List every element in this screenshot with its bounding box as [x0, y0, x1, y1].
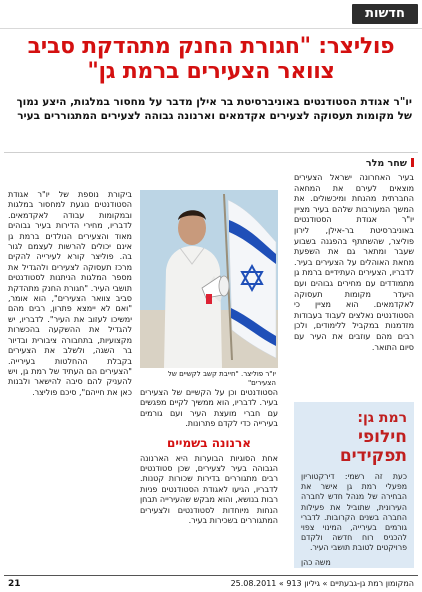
- sidebar-box: [294, 402, 414, 568]
- section-tag: חדשות: [352, 4, 418, 24]
- subheading-tax: ארנונה בשמיים: [167, 435, 251, 450]
- top-bar: [0, 0, 422, 29]
- sidebar-title: רמת גן:: [357, 410, 407, 426]
- photo-illustration: [140, 190, 278, 368]
- right-column-text: בעיר האחרונה ישראל הצעירים מוצאים לעירם את המחאה החברתית מהנחת ומיכשולים. את המשך המעורבות שלהם בעיר מציין יו"ר אגודת הסטודנטים באוניברסיטת בר-אילן, לירון פוליצר, שהשתתף בהפגנה בשבוע שעבר ומתאר גם את השפעת מחאת האוהלים על הצעירים בעיר. לדבריו, הצעירים העתידיים ברמת גן מתמודדים עם מחירים גבוהים ועם היעדר מקומות תעסוקה לאקדמאים. הוא מציין כי הסטודנטים נאלצים לעבוד בעבודות מזדמנות במקביל ללימודים, ולכן רבים מהם עוזבים את העיר עם סיום התואר.: [294, 173, 414, 352]
- sidebar-signature: משה כהן: [301, 557, 331, 567]
- left-column: [8, 190, 132, 568]
- divider: [4, 152, 418, 153]
- byline: [294, 158, 414, 169]
- sidebar-subtitle: חילופי תפקידים: [339, 427, 407, 466]
- subheadline: יו"ר אגודת הסטודנטים באוניברסיטת בר אילן מדבר על מחסור במלגות, היצע נמוך של מקומות תעסוקה לצעירים אקדמאים וארנונה גבוהה לצעירים המתגוררים בעיר: [16, 96, 412, 122]
- photo-caption: יו"ר פוליצר. "חייבת קשב לקשיים של הצעירים": [140, 368, 278, 386]
- page-number: 21: [8, 579, 21, 589]
- byline-marker: [411, 158, 414, 167]
- left-column-text: ביקורת נוספת של יו"ר אגודת הסטודנטים נוגעת למחסור במלגות ובמקומות עבודה לאקדמאים. לדבריו, מחירי הדירות בעיר גבוהים מאוד והצעירים הנולדים ברמת גן אינם יכולים להרשות לעצמם לגור בה. פוליצר קורא לעירייה להקים מרכז תעסוקה לצעירים ולהגדיל את מספר המלגות הניתנות לסטודנטים תושבי העיר. "חגורת החנק מתהדקת סביב צוואר הצעירים", הוא אומר, "ואם לא יימצא פתרון, רבים מהם ימשיכו לעזוב את העיר". לדבריו, יש להגדיל את ההשקעה בהכשרות מקצועיות, בתחבורה ציבורית ובדיור בר השגה, ולשלב את הצעירים בקבלת ההחלטות בעירייה. "הצעירים הם העתיד של רמת גן, ויש להעניק להם סיבה להישאר ולבנות כאן את חייהם", סיכם פוליצר.: [8, 190, 132, 397]
- headline: פוליצר: "חגורת החנק מתהדקת סביב צוואר הצעירים ברמת גן": [27, 34, 395, 84]
- footer-journal: המקומון רמת גן-גבעתיים » גיליון 913 » 25.08.2011: [230, 579, 414, 588]
- byline-text: שחר מלר: [365, 158, 407, 169]
- middle-column: [140, 388, 278, 568]
- footer-divider: [4, 575, 418, 576]
- middle-column-text-2: אחת הסוגיות הבוערות היא הארנונה הגבוהה בעיר לצעירים, שכן סטודנטים רבים מתגוררים בדירות שכורות קטנות. לדבריו, הגיעו לאגודת הסטודנטים פניות רבות בנושא, והוא מבקש שהעירייה תבחן הנחות מיוחדות לסטודנטים ולצעירים המתגוררים בשכירות בעיר.: [140, 453, 278, 526]
- page-footer: [8, 578, 414, 590]
- middle-column-text: הסטודנטים וכן על הקשיים של הצעירים בעיר. לדבריו, הוא ממשיך לקיים מפגשים עם חברי מועצת העיר ועם גורמים בעירייה כדי לקדם פתרונות.: [140, 388, 278, 429]
- article-photo: [140, 190, 278, 368]
- sidebar-text: כעת זה רשמי: דירקטוריון מפעלי רמת גן אישר את הבחירה של מנהל חדש לחברה העירונית, שתוביל את פעילות החברה בשנים הקרובות. לדברי גורמים בעירייה, המינוי צפוי להכניס רוח חדשה ולקדם פרויקטים לטובת תושבי העיר.: [301, 472, 407, 553]
